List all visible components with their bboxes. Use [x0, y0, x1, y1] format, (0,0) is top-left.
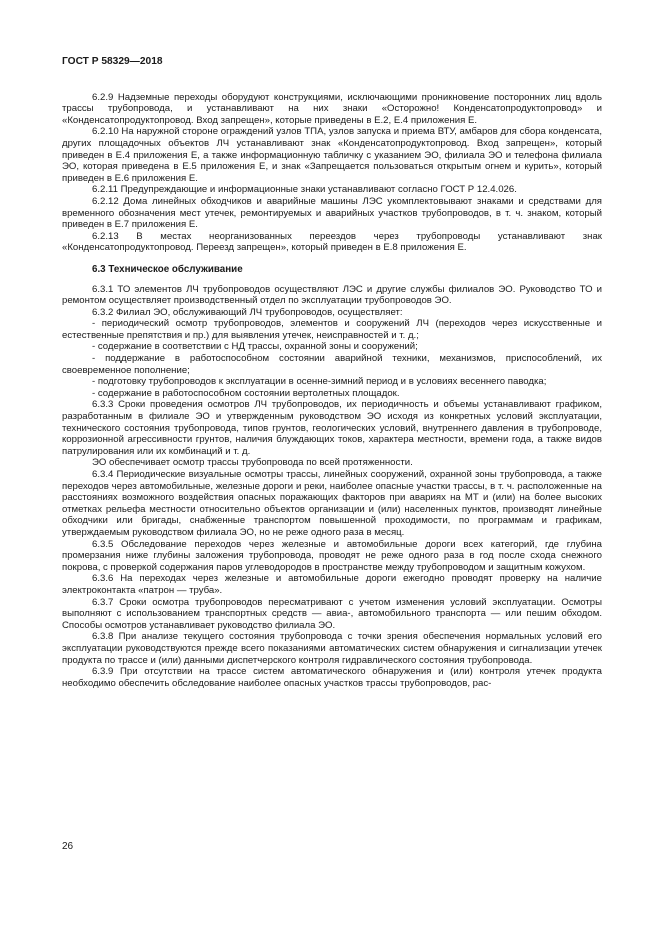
paragraph-6-2-9: 6.2.9 Надземные переходы оборудуют конструкциями, исключающими проникновение посторонних лиц вдоль трассы трубопровода, и устанавливают на них знаки «Осторожно! Конденсатопродуктопровод» и «Конденсатопродуктопровод. Вход запрещен», которые приведены в Е.2, Е.4 приложения Е. — [62, 91, 602, 126]
list-item: - поддержание в работоспособном состоянии аварийной техники, механизмов, приспособлений, их своевременное пополнение; — [62, 353, 602, 376]
page-number: 26 — [62, 841, 74, 852]
paragraph-6-3-9: 6.3.9 При отсутствии на трассе систем автоматического обнаружения и (или) контроля утечек продукта необходимо обеспечить обследование наиболее опасных участков трассы трубопроводов, рас- — [62, 666, 602, 689]
list-item: - подготовку трубопроводов к эксплуатации в осенне-зимний период и в условиях весеннего паводка; — [92, 376, 547, 388]
paragraph-6-3-2: 6.3.2 Филиал ЭО, обслуживающий ЛЧ трубопроводов, осуществляет: — [92, 306, 403, 318]
paragraph-6-3-4: 6.3.4 Периодические визуальные осмотры трассы, линейных сооружений, охранной зоны трубопровода, а также переходов через автомобильные, железные дороги и реки, наиболее опасные участки трассы, в т. ч. расположенные на расстояниях возможного воздействия опасных поражающих факторов при авариях на МТ и (или) на более высоких отметках рельефа местности относительно объектов организации и (или) населенных пунктов, производят линейные обходчики или бригады, снабженные транспортом повышенной проходимости, по программам и графикам, утверждаемым руководством филиала ЭО, но не реже одного раза в месяц. — [62, 469, 602, 538]
paragraph-6-2-11: 6.2.11 Предупреждающие и информационные знаки устанавливают согласно ГОСТ Р 12.4.026. — [92, 184, 517, 196]
paragraph-6-3-3-note: ЭО обеспечивает осмотр трассы трубопровода по всей протяженности. — [92, 457, 413, 469]
paragraph-6-2-13: 6.2.13 В местах неорганизованных переездов через трубопроводы устанавливают знак «Конденсатопродуктопровод. Переезд запрещен», который приведен в Е.8 приложения Е. — [62, 230, 602, 254]
list-item: - содержание в соответствии с НД трассы, охранной зоны и сооружений; — [92, 341, 418, 353]
section-title: 6.3 Техническое обслуживание — [92, 263, 243, 275]
list-item: - содержание в работоспособном состоянии вертолетных площадок. — [92, 387, 400, 399]
paragraph-6-2-10: 6.2.10 На наружной стороне ограждений узлов ТПА, узлов запуска и приема ВТУ, амбаров для сбора конденсата, других площадочных объектов ЛЧ устанавливают знак «Конденсатопродуктопровод. Вход запрещен», который приведен в Е.4 приложения Е, а также информационную табличку с указанием ЭО, филиала ЭО и телефона филиала ЭО, которая приведена в Е.5 приложения Е, и знак «Запрещается пользоваться открытым огнем и курить», который приведен в Е.6 приложения Е. — [62, 126, 602, 184]
paragraph-6-3-6: 6.3.6 На переходах через железные и автомобильные дороги ежегодно проводят проверку на наличие электроконтакта «патрон — труба». — [62, 573, 602, 596]
document-page — [62, 56, 602, 689]
paragraph-6-3-1: 6.3.1 ТО элементов ЛЧ трубопроводов осуществляют ЛЭС и другие службы филиалов ЭО. Руководство ТО и ремонтом осуществляет производственный отдел по эксплуатации трубопроводов ЭО. — [62, 283, 602, 307]
paragraph-6-3-3: 6.3.3 Сроки проведения осмотров ЛЧ трубопроводов, их периодичность и объемы устанавливают графиком, разработанным в филиале ЭО и утвержденным руководством ЭО исходя из конкретных условий эксплуатации, технического состояния трубопровода, типов грунтов, геологических условий, внутреннего давления в трубопроводе, коррозионной агрессивности грунтов, наличия блуждающих токов, характера местности, времени года, а также видов патрулирования или их комбинаций и т. д. — [62, 399, 602, 457]
paragraph-6-3-7: 6.3.7 Сроки осмотра трубопроводов пересматривают с учетом изменения условий эксплуатации. Осмотры выполняют с использованием транспортных средств — авиа-, автомобильного транспорта — или пешим обходом. Способы осмотров устанавливает руководство филиала ЭО. — [62, 596, 602, 631]
paragraph-6-2-12: 6.2.12 Дома линейных обходчиков и аварийные машины ЛЭС укомплектовывают знаками и средствами для временного обозначения мест утечек, ремонтируемых и аварийных участков трубопроводов, в т. ч. знаком, который приведен в Е.7 приложения Е. — [62, 195, 602, 231]
paragraph-6-3-8: 6.3.8 При анализе текущего состояния трубопровода с точки зрения обеспечения нормальных условий его эксплуатации руководствуются прежде всего показаниями автоматических систем обнаружения и сигнализации утечек продукта по трассе и (или) данными диспетчерского контроля гидравлического состояния трубопровода. — [62, 631, 602, 666]
paragraph-6-3-5: 6.3.5 Обследование переходов через железные и автомобильные дороги всех категорий, где глубина промерзания ниже глубины заложения трубопровода, проводят не реже одного раза в год после схода снежного покрова, с проверкой содержания паров углеводородов в пространстве между трубопроводом и защитным кожухом. — [62, 538, 602, 573]
list-item: - периодический осмотр трубопроводов, элементов и сооружений ЛЧ (переходов через искусственные и естественные препятствия и пр.) для выявления утечек, неисправностей и т. д.; — [62, 318, 602, 341]
standard-header: ГОСТ Р 58329—2018 — [62, 56, 163, 67]
